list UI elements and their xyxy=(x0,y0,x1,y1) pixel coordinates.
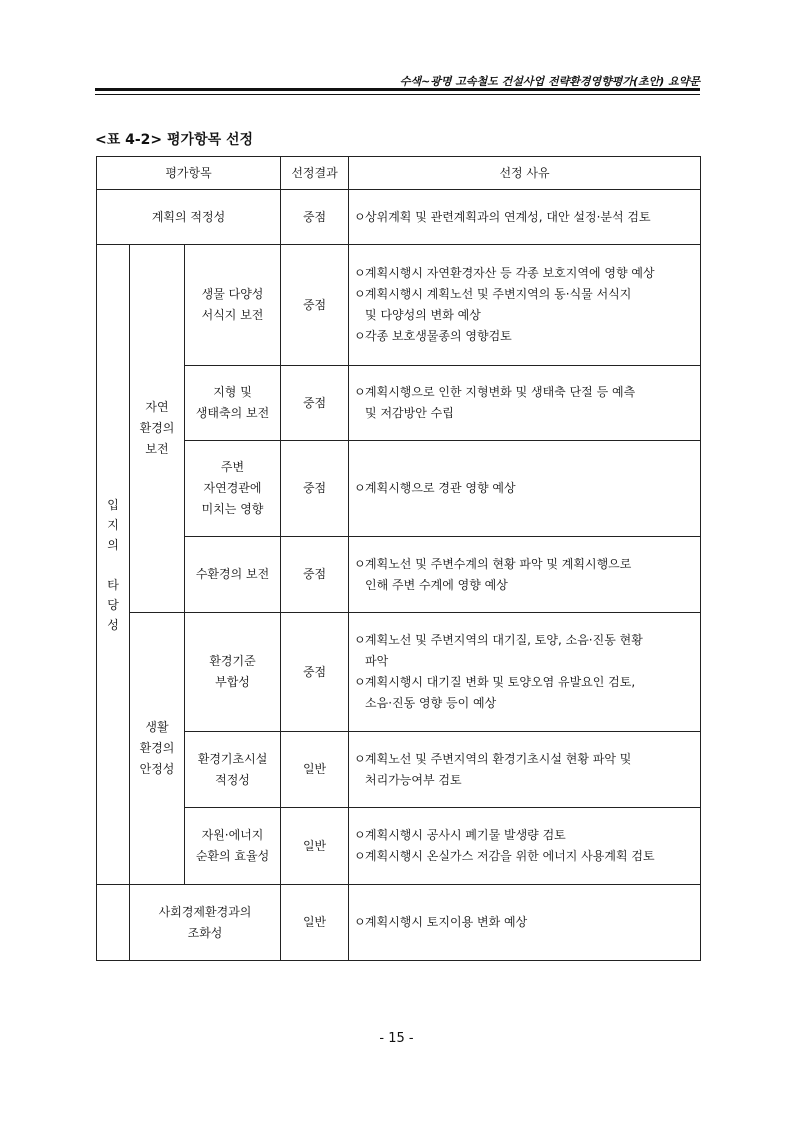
result-value: 중점 xyxy=(302,481,327,495)
bullet-marker: ㅇ xyxy=(354,915,366,929)
item-label-cell xyxy=(185,245,281,366)
site-adequacy-char: 성 xyxy=(107,617,119,632)
reason-cell xyxy=(349,537,701,613)
bullet-marker: ㅇ xyxy=(354,633,366,647)
result-cell xyxy=(281,808,349,885)
reason-text: 계획시행시 자연환경자산 등 각종 보호지역에 영향 예상 xyxy=(365,266,655,280)
item-label-line: 지형 및 xyxy=(213,385,252,399)
item-label-line: 자원·에너지 xyxy=(201,828,264,842)
reason-text: 계획시행으로 경관 영향 예상 xyxy=(365,481,516,495)
reason-text: 파악 xyxy=(365,654,389,668)
reason-line xyxy=(354,305,696,326)
reason-line xyxy=(354,207,696,228)
item-label-line: 순환의 효율성 xyxy=(195,849,270,863)
page-number: - 15 - xyxy=(379,1031,414,1046)
table-caption: <표 4-2> 평가항목 선정 xyxy=(95,132,254,148)
item-label-line: 조화성 xyxy=(187,925,223,940)
group-living-environment xyxy=(130,613,185,885)
reason-text: 계획시행시 대기질 변화 및 토양오염 유발요인 검토, xyxy=(365,675,636,689)
header-selection-result xyxy=(281,157,349,190)
result-value: 중점 xyxy=(302,297,327,312)
item-label: 계획의 적정성 xyxy=(151,209,226,224)
reason-text: 계획시행시 공사시 폐기물 발생량 검토 xyxy=(365,828,566,842)
result-value: 중점 xyxy=(302,567,327,581)
group-label-line: 생활 xyxy=(145,720,169,734)
site-adequacy-char: 타 xyxy=(107,577,119,592)
bullet-marker: ㅇ xyxy=(354,209,366,224)
reason-line xyxy=(354,575,696,596)
item-label-line: 주변 xyxy=(220,460,245,474)
item-label-line: 환경기초시설 xyxy=(197,751,268,766)
reason-cell xyxy=(349,808,701,885)
reason-text: 인해 주변 수계에 영향 예상 xyxy=(365,577,508,592)
result-value: 중점 xyxy=(302,395,327,410)
item-label-line: 서식지 보전 xyxy=(201,308,264,322)
header-label: 선정 사유 xyxy=(499,165,550,180)
reason-text: 각종 보호생물종의 영향검토 xyxy=(365,329,512,343)
reason-text: 상위계획 및 관련계획과의 연계성, 대안 설정·분석 검토 xyxy=(365,209,651,224)
item-label-line: 환경기준 xyxy=(209,654,256,668)
group-natural-environment xyxy=(130,245,185,613)
item-label-line: 적정성 xyxy=(215,772,250,787)
reason-text: 계획노선 및 주변지역의 대기질, 토양, 소음·진동 현황 xyxy=(365,633,643,647)
reason-cell xyxy=(349,366,701,441)
item-label-cell xyxy=(185,366,281,441)
reason-text: 소음·진동 영향 등이 예상 xyxy=(365,696,497,710)
reason-line xyxy=(354,651,696,672)
item-label-line: 사회경제환경과의 xyxy=(158,904,252,919)
item-socio-economic xyxy=(130,885,281,961)
result-value: 일반 xyxy=(302,915,327,929)
result-value: 중점 xyxy=(302,209,327,224)
document-header-title: 수색~광명 고속철도 건설사업 전략환경영향평가(초안) 요약문 xyxy=(399,75,700,88)
bullet-marker: ㅇ xyxy=(354,266,366,280)
item-label-line: 생물 다양성 xyxy=(201,287,264,301)
result-cell xyxy=(281,366,349,441)
bullet-marker: ㅇ xyxy=(354,849,366,863)
item-label-cell xyxy=(185,732,281,808)
item-label-cell xyxy=(185,441,281,537)
header-label: 선정결과 xyxy=(291,165,338,180)
bullet-marker: ㅇ xyxy=(354,675,366,689)
bullet-marker: ㅇ xyxy=(354,385,366,399)
reason-line xyxy=(354,825,696,846)
reason-cell xyxy=(349,245,701,366)
reason-line xyxy=(354,749,696,770)
result-cell xyxy=(281,885,349,961)
reason-text: 계획시행시 토지이용 변화 예상 xyxy=(365,915,528,929)
reason-cell xyxy=(349,441,701,537)
item-label-line: 미치는 영향 xyxy=(201,502,264,516)
group-label-line: 자연 xyxy=(145,400,169,414)
bullet-marker: ㅇ xyxy=(354,287,366,301)
result-cell xyxy=(281,245,349,366)
reason-text: 계획시행으로 인한 지형변화 및 생태축 단절 등 예측 xyxy=(365,385,636,399)
header-selection-reason xyxy=(349,157,701,190)
item-label-line: 생태축의 보전 xyxy=(195,406,270,420)
item-label-cell xyxy=(185,613,281,732)
site-adequacy-spacer xyxy=(97,885,130,961)
result-cell xyxy=(281,441,349,537)
item-label-cell xyxy=(185,808,281,885)
bullet-marker: ㅇ xyxy=(354,828,366,842)
reason-cell xyxy=(349,732,701,808)
reason-line xyxy=(354,770,696,791)
evaluation-items-table xyxy=(96,156,701,961)
reason-line xyxy=(354,693,696,714)
reason-line xyxy=(354,672,696,693)
reason-cell xyxy=(349,885,701,961)
group-label-site-adequacy xyxy=(97,245,130,885)
result-value: 중점 xyxy=(302,664,327,679)
reason-line xyxy=(354,263,696,284)
result-cell xyxy=(281,537,349,613)
site-adequacy-char: 지 xyxy=(107,517,119,532)
reason-line xyxy=(354,284,696,305)
header-label: 평가항목 xyxy=(165,165,212,180)
reason-text: 계획노선 및 주변수계의 현황 파악 및 계획시행으로 xyxy=(365,556,632,571)
item-label-line: 수환경의 보전 xyxy=(195,567,270,581)
group-label-line: 안정성 xyxy=(139,762,175,776)
bullet-marker: ㅇ xyxy=(354,481,366,495)
reason-cell xyxy=(349,613,701,732)
header-rule-thin xyxy=(95,94,700,95)
reason-line xyxy=(354,912,696,933)
item-plan-adequacy xyxy=(97,190,281,245)
reason-text: 처리가능여부 검토 xyxy=(365,772,462,787)
result-value: 일반 xyxy=(302,838,327,853)
reason-text: 및 저감방안 수립 xyxy=(365,406,454,420)
group-label-line: 환경의 xyxy=(139,741,175,755)
reason-line xyxy=(354,630,696,651)
item-label-cell xyxy=(185,537,281,613)
reason-text: 계획노선 및 주변지역의 환경기초시설 현황 파악 및 xyxy=(365,751,632,766)
site-adequacy-char: 당 xyxy=(107,597,119,612)
reason-line xyxy=(354,478,696,499)
result-value: 일반 xyxy=(302,762,327,776)
group-label-line: 보전 xyxy=(145,442,169,456)
reason-line xyxy=(354,382,696,403)
item-label-line: 자연경관에 xyxy=(203,481,262,495)
item-label-line: 부합성 xyxy=(215,675,250,689)
site-adequacy-char xyxy=(97,555,129,575)
bullet-marker: ㅇ xyxy=(354,751,366,766)
result-cell xyxy=(281,613,349,732)
group-label-line: 환경의 xyxy=(139,421,175,435)
bullet-marker: ㅇ xyxy=(354,556,366,571)
reason-line xyxy=(354,403,696,424)
site-adequacy-char: 입 xyxy=(107,497,119,512)
header-evaluation-item xyxy=(97,157,281,190)
reason-line xyxy=(354,554,696,575)
reason-line xyxy=(354,326,696,347)
reason-line xyxy=(354,846,696,867)
site-adequacy-char: 의 xyxy=(107,537,119,552)
reason-cell xyxy=(349,190,701,245)
header-rule-thick xyxy=(95,88,700,91)
reason-text: 및 다양성의 변화 예상 xyxy=(365,308,481,322)
reason-text: 계획시행시 계획노선 및 주변지역의 동·식물 서식지 xyxy=(365,287,632,301)
result-cell xyxy=(281,732,349,808)
result-cell xyxy=(281,190,349,245)
reason-text: 계획시행시 온실가스 저감을 위한 에너지 사용계획 검토 xyxy=(365,849,655,863)
bullet-marker: ㅇ xyxy=(354,329,366,343)
